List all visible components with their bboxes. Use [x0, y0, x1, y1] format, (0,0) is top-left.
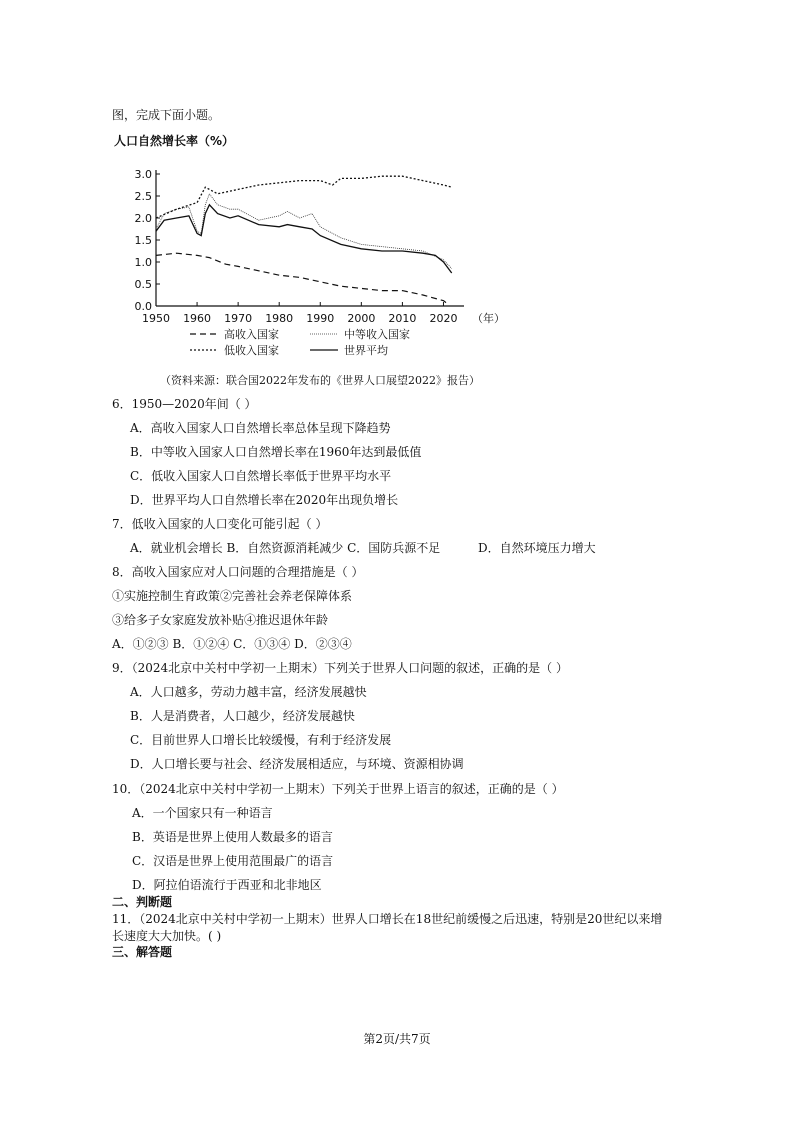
q9-option-c: C．目前世界人口增长比较缓慢，有利于经济发展 — [130, 733, 392, 747]
series-line-0 — [156, 253, 448, 304]
population-growth-chart — [110, 130, 510, 375]
q8-items-1: ①实施控制生育政策②完善社会养老保障体系 — [112, 589, 353, 603]
y-tick-label: 0.0 — [134, 300, 152, 313]
q10-option-c: C．汉语是世界上使用范围最广的语言 — [132, 854, 334, 868]
chart-legend — [190, 327, 410, 357]
q7-stem: 7．低收入国家的人口变化可能引起（ ） — [112, 517, 328, 531]
q7-options-abc: A．就业机会增长 B．自然资源消耗减少 C．国防兵源不足 — [130, 541, 441, 555]
q6-option-d: D．世界平均人口自然增长率在2020年出现负增长 — [130, 493, 399, 507]
q9-option-b: B．人是消费者，人口越少，经济发展越快 — [130, 709, 355, 723]
y-tick-label: 1.5 — [134, 234, 152, 247]
q8-options: A．①②③ B．①②④ C．①③④ D．②③④ — [112, 637, 352, 651]
q6-stem: 6．1950—2020年间（ ） — [112, 397, 257, 411]
y-tick-label: 1.0 — [134, 256, 152, 269]
section-judgement-heading: 二、判断题 — [112, 895, 173, 909]
x-tick-label: 1970 — [224, 312, 253, 325]
x-tick-label: 2010 — [388, 312, 417, 325]
y-tick-label: 2.5 — [134, 190, 152, 203]
x-tick-label: 2000 — [347, 312, 376, 325]
q11-line-1: 11．（2024北京中关村中学初一上期末）世界人口增长在18世纪前缓慢之后迅速，特别是20世纪以来增 — [112, 912, 663, 926]
legend-label-2: 低收入国家 — [224, 344, 279, 357]
q9-stem: 9．（2024北京中关村中学初一上期末）下列关于世界人口问题的叙述，正确的是（ ） — [112, 661, 568, 675]
q11-line-2: 长速度大大加快。( ) — [112, 929, 222, 943]
legend-label-0: 高收入国家 — [224, 328, 279, 341]
q10-option-a: A．一个国家只有一种语言 — [132, 806, 273, 820]
x-axis-unit: （年） — [472, 312, 505, 325]
q10-option-b: B．英语是世界上使用人数最多的语言 — [132, 830, 333, 844]
series-line-2 — [156, 176, 452, 218]
q8-stem: 8．高收入国家应对人口问题的合理措施是（ ） — [112, 565, 364, 579]
page-footer: 第2页/共7页 — [363, 1032, 431, 1046]
series-line-3 — [156, 205, 452, 273]
x-tick-label: 2020 — [429, 312, 458, 325]
q9-option-a: A．人口越多，劳动力越丰富，经济发展越快 — [130, 685, 367, 699]
q7-option-d: D．自然环境压力增大 — [478, 541, 596, 555]
q6-option-b: B．中等收入国家人口自然增长率在1960年达到最低值 — [130, 445, 422, 459]
x-tick-label: 1950 — [142, 312, 170, 325]
y-tick-label: 0.5 — [134, 278, 152, 291]
legend-label-1: 中等收入国家 — [344, 328, 410, 341]
q10-option-d: D．阿拉伯语流行于西亚和北非地区 — [132, 878, 322, 892]
q9-option-d: D．人口增长要与社会、经济发展相适应，与环境、资源相协调 — [130, 757, 464, 771]
series-line-1 — [156, 194, 452, 269]
q6-option-a: A．高收入国家人口自然增长率总体呈现下降趋势 — [130, 421, 391, 435]
q8-items-2: ③给多子女家庭发放补贴④推迟退休年龄 — [112, 613, 329, 627]
x-tick-label: 1960 — [183, 312, 212, 325]
source-note: （资料来源：联合国2022年发布的《世界人口展望2022》报告） — [160, 374, 480, 387]
chart-series — [156, 176, 452, 304]
chart-title: 人口自然增长率（%） — [114, 134, 235, 148]
y-tick-label: 2.0 — [134, 212, 152, 225]
legend-label-3: 世界平均 — [344, 344, 388, 357]
q10-stem: 10．（2024北京中关村中学初一上期末）下列关于世界上语言的叙述，正确的是（ ） — [112, 782, 564, 796]
x-tick-label: 1990 — [306, 312, 335, 325]
y-tick-label: 3.0 — [134, 168, 152, 181]
intro-text: 图，完成下面小题。 — [112, 108, 221, 122]
section-answer-heading: 三、解答题 — [112, 945, 173, 959]
chart-axes — [135, 168, 506, 325]
x-tick-label: 1980 — [265, 312, 294, 325]
q6-option-c: C．低收入国家人口自然增长率低于世界平均水平 — [130, 469, 392, 483]
